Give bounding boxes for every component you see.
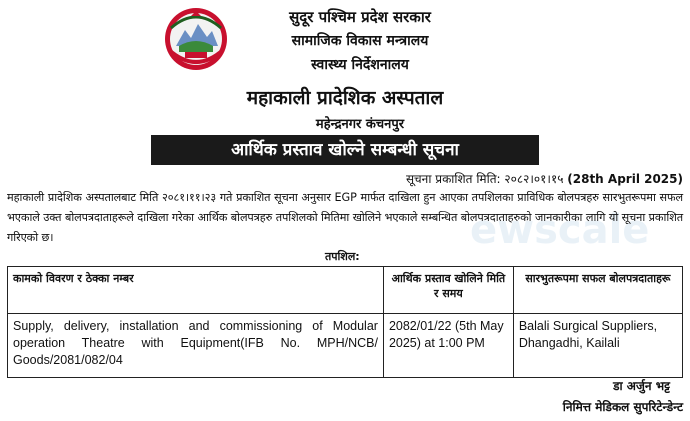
header-successful-bidders: सारभुतरूपमा सफल बोलपत्रदाताहरू xyxy=(513,267,682,314)
signatory-name: डा अर्जुन भट्ट xyxy=(613,379,670,393)
table-row xyxy=(8,314,683,378)
header-opening-date: आर्थिक प्रस्ताव खोलिने मिति र समय xyxy=(383,267,513,314)
nepal-emblem-icon xyxy=(163,6,229,72)
gov-title: सुदूर पश्चिम प्रदेश सरकार xyxy=(289,8,431,26)
tender-table xyxy=(7,266,683,378)
notice-banner: आर्थिक प्रस्ताव खोल्ने सम्बन्धी सूचना xyxy=(151,135,539,165)
cell-work-description: Supply, delivery, installation and commissioning of Modular operation Theatre with Equipment(IFB No. MPH/NCB/ Goods/2081/082/04 xyxy=(8,314,384,378)
notice-body: महाकाली प्रादेशिक अस्पतालबाट मिति २०८१।११।२३ गते प्रकाशित सूचना अनुसार EGP मार्फत दाखिला हुन आएका तपशिलका प्राविधिक बोलपत्रहरु सारभुतरूपमा सफल भएकाले उक्त बोलपत्रदाताहरूले दाखिला गरेका आर्थिक बोलपत्रहरु तपशिलको मितिमा खोलिने भएकाले सम्बन्धित बोलपत्रदाताहरुको जानकारीका लागि यो सूचना प्रकाशित गरिएको छ। xyxy=(7,191,683,244)
table-caption: तपशिल: xyxy=(325,250,360,263)
ministry-title: सामाजिक विकास मन्त्रालय xyxy=(291,33,429,49)
signatory-title: निमित्त मेडिकल सुपरिटेन्डेन्ट xyxy=(562,400,683,414)
table-header-row xyxy=(8,267,683,314)
cell-successful-bidders: Balali Surgical Suppliers, Dhangadhi, Kailali xyxy=(513,314,682,378)
publish-date-en: (28th April 2025) xyxy=(567,172,683,186)
hospital-title: महाकाली प्रादेशिक अस्पताल xyxy=(246,87,444,109)
cell-opening-date: 2082/01/22 (5th May 2025) at 1:00 PM xyxy=(383,314,513,378)
directorate-title: स्वास्थ्य निर्देशनालय xyxy=(311,57,409,73)
publish-date xyxy=(406,170,683,187)
publish-date-label: सूचना प्रकाशित मिति: २०८२।०१।१५ xyxy=(405,172,564,186)
watermark: ewscale xyxy=(470,207,650,253)
hospital-location: महेन्द्रनगर कंचनपुर xyxy=(315,117,405,132)
header-work-description: कामको विवरण र ठेक्का नम्बर xyxy=(8,267,384,314)
